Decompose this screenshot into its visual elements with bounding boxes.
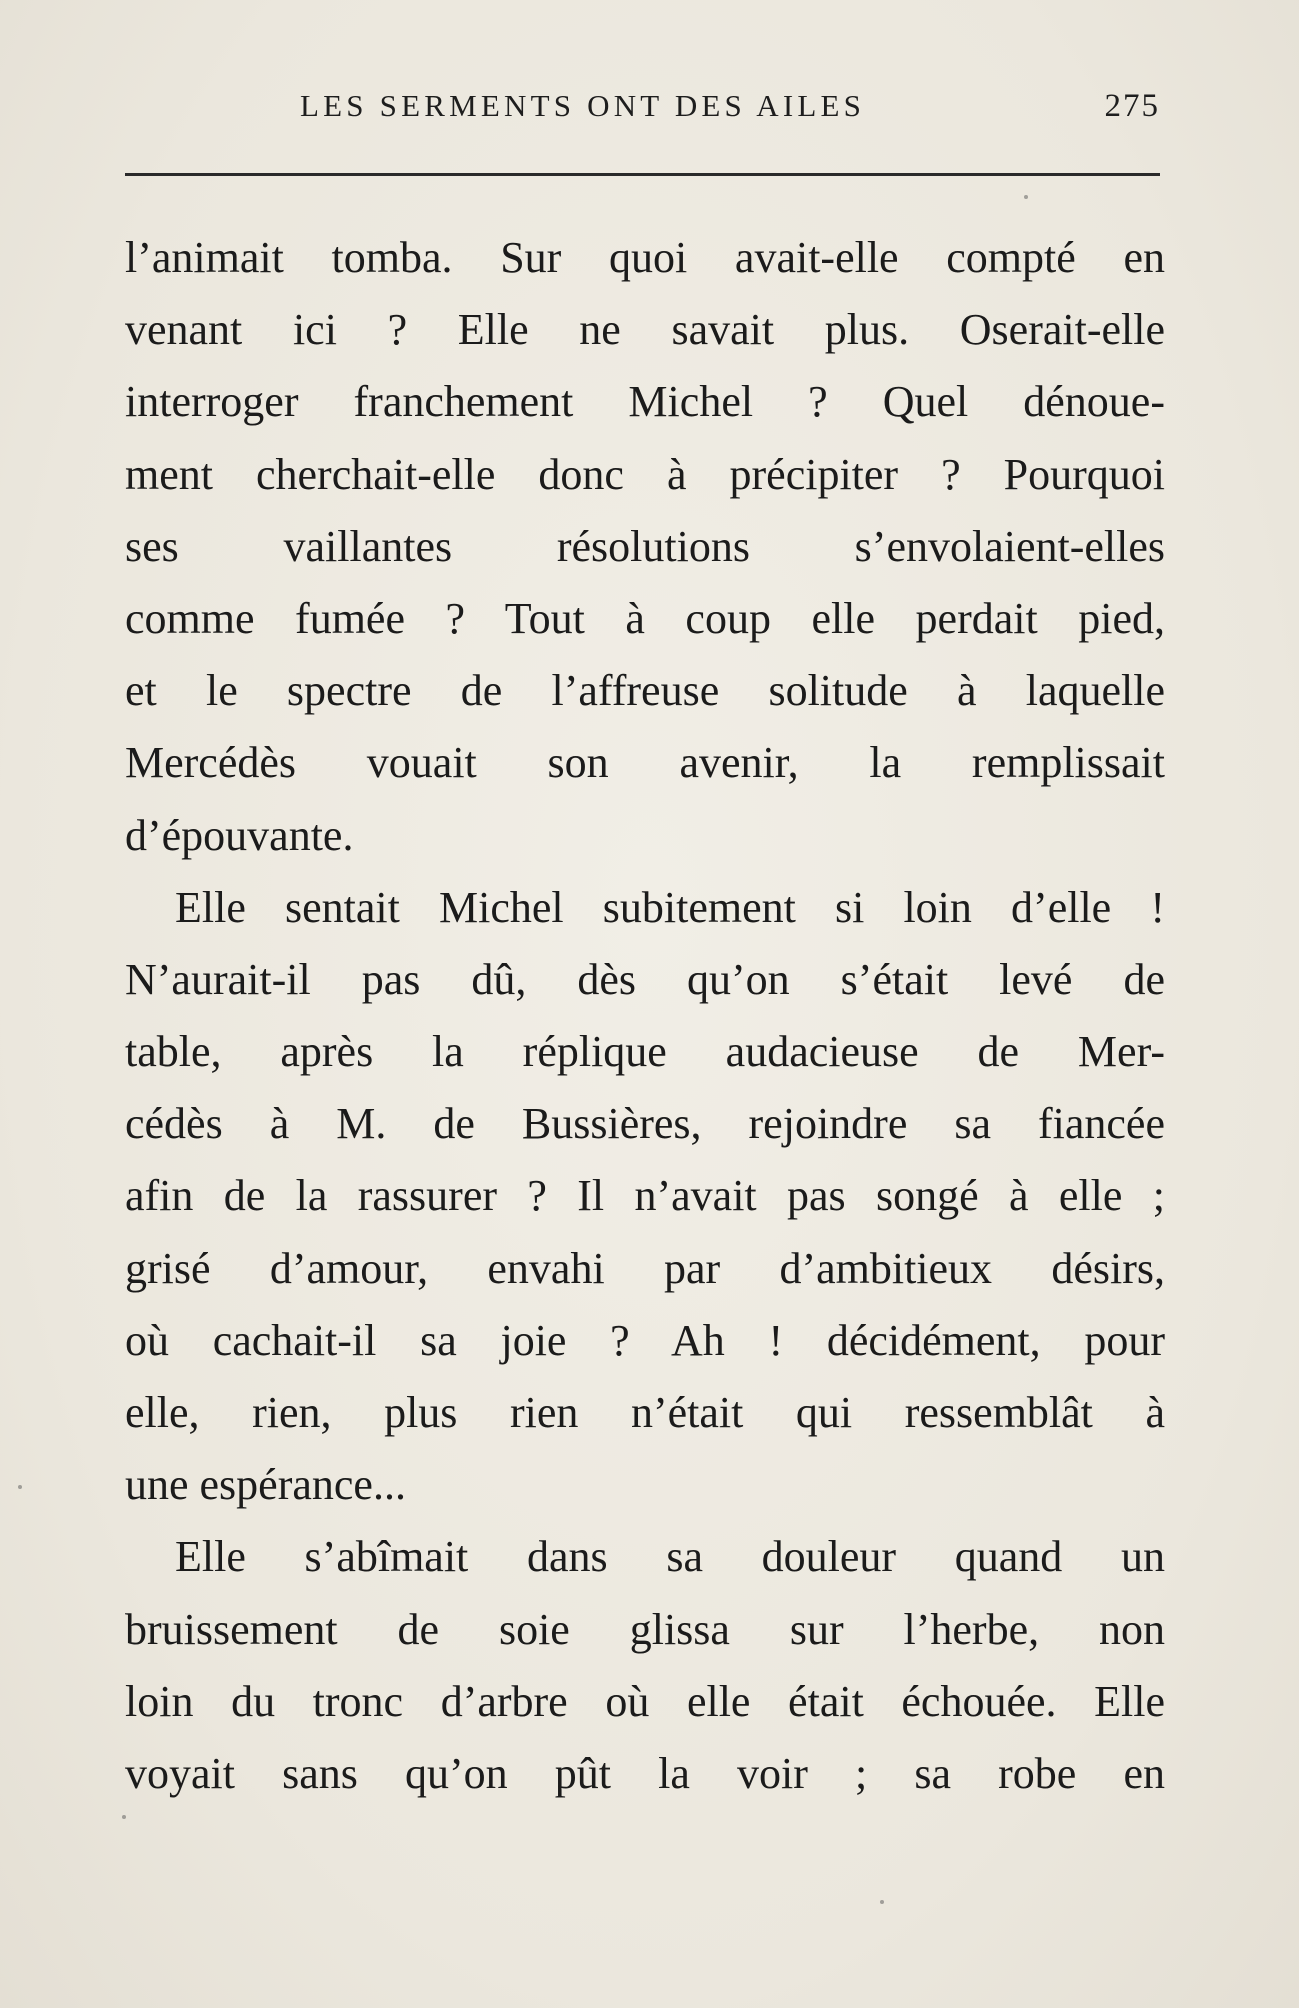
text-line: Elle sentait Michel subitement si loin d’elle ! (175, 882, 1165, 932)
paper-speck (880, 1900, 884, 1904)
paragraph-3 (125, 1521, 1165, 1810)
text-line: d’épouvante. (125, 810, 354, 860)
text-line: bruissement de soie glissa sur l’herbe, non (125, 1604, 1165, 1654)
paper-speck (122, 1815, 126, 1819)
paragraph-1 (125, 222, 1165, 872)
text-line: l’animait tomba. Sur quoi avait-elle compté en (125, 233, 1165, 282)
text-line: elle, rien, plus rien n’était qui ressemblât à (125, 1388, 1165, 1437)
text-line: une espérance... (125, 1460, 406, 1510)
text-line: venant ici ? Elle ne savait plus. Oserait-elle (125, 305, 1165, 355)
text-line: comme fumée ? Tout à coup elle perdait pied, (125, 593, 1165, 643)
paper-speck (18, 1485, 22, 1489)
text-line: table, après la réplique audacieuse de Mer- (125, 1027, 1165, 1077)
paper-speck (1024, 195, 1028, 199)
page-number: 275 (1104, 88, 1160, 124)
text-line: cédès à M. de Bussières, rejoindre sa fiancée (125, 1099, 1165, 1149)
text-line: loin du tronc d’arbre où elle était échouée. Elle (125, 1676, 1165, 1726)
paragraph-2 (125, 872, 1165, 1522)
text-line: afin de la rassurer ? Il n’avait pas songé à elle ; (125, 1171, 1165, 1221)
text-line: Elle s’abîmait dans sa douleur quand un (175, 1532, 1165, 1582)
text-line: interroger franchement Michel ? Quel dénoue- (125, 377, 1165, 427)
text-line: et le spectre de l’affreuse solitude à laquelle (125, 666, 1165, 716)
text-line: N’aurait-il pas dû, dès qu’on s’était levé de (125, 954, 1165, 1004)
text-line: où cachait-il sa joie ? Ah ! décidément, pour (125, 1315, 1165, 1365)
text-line: ment cherchait-elle donc à précipiter ? Pourquoi (125, 449, 1165, 499)
text-line: grisé d’amour, envahi par d’ambitieux désirs, (125, 1243, 1165, 1293)
body-text (125, 222, 1165, 1810)
text-line: voyait sans qu’on pût la voir ; sa robe en (125, 1748, 1165, 1798)
running-title: LES SERMENTS ONT DES AILES (300, 88, 866, 123)
header-rule (125, 173, 1160, 176)
text-line: Mercédès vouait son avenir, la remplissait (125, 738, 1165, 788)
text-line: ses vaillantes résolutions s’envolaient-elles (125, 521, 1165, 571)
running-head (125, 88, 1160, 138)
